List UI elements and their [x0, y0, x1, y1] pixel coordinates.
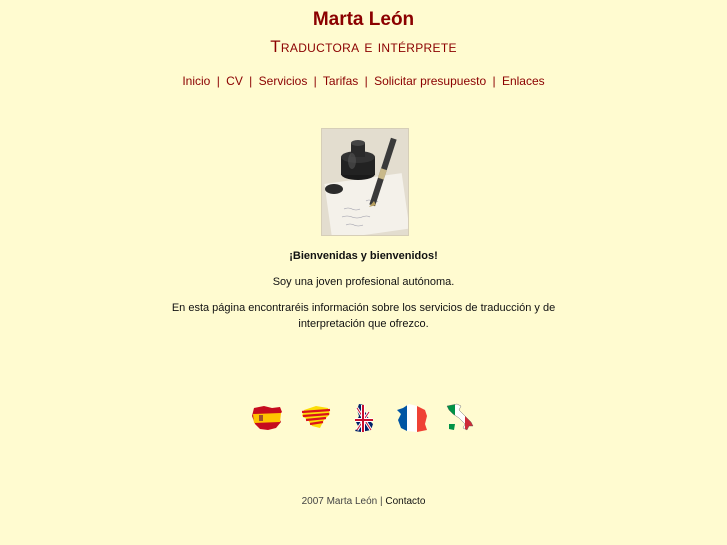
main-nav	[0, 74, 727, 88]
nav-link-servicios[interactable]: Servicios	[258, 74, 308, 88]
nav-separator: |	[313, 74, 317, 88]
site-footer	[0, 496, 727, 507]
nav-link-presupuesto[interactable]: Solicitar presupuesto	[374, 74, 487, 88]
inkwell-pen-photo	[321, 128, 409, 236]
welcome-heading: ¡Bienvenidas y bienvenidos!	[289, 250, 438, 262]
welcome-content	[150, 248, 577, 342]
copyright-text: 2007 Marta León	[301, 496, 378, 507]
intro-text: Soy una joven profesional autónoma.	[272, 276, 455, 288]
footer-separator: |	[379, 496, 383, 507]
contact-link[interactable]: Contacto	[385, 496, 426, 507]
description-text: En esta página encontraréis información sobre los servicios de traducción y de interpretación que ofrezco.	[171, 302, 556, 330]
site-subtitle: Traductora e intérprete	[270, 37, 457, 56]
language-flags	[0, 402, 727, 434]
italy-flag-icon[interactable]	[443, 402, 477, 434]
nav-link-tarifas[interactable]: Tarifas	[322, 74, 359, 88]
site-header	[0, 8, 727, 57]
nav-separator: |	[249, 74, 253, 88]
nav-link-enlaces[interactable]: Enlaces	[501, 74, 545, 88]
nav-separator: |	[492, 74, 496, 88]
catalonia-flag-icon[interactable]	[298, 402, 332, 434]
france-flag-icon[interactable]	[395, 402, 429, 434]
nav-separator: |	[216, 74, 220, 88]
nav-link-cv[interactable]: CV	[226, 74, 243, 88]
nav-separator: |	[364, 74, 368, 88]
uk-flag-icon[interactable]	[347, 402, 381, 434]
spain-flag-icon[interactable]	[250, 402, 284, 434]
site-name: Marta León	[312, 9, 415, 30]
nav-link-inicio[interactable]: Inicio	[182, 74, 211, 88]
